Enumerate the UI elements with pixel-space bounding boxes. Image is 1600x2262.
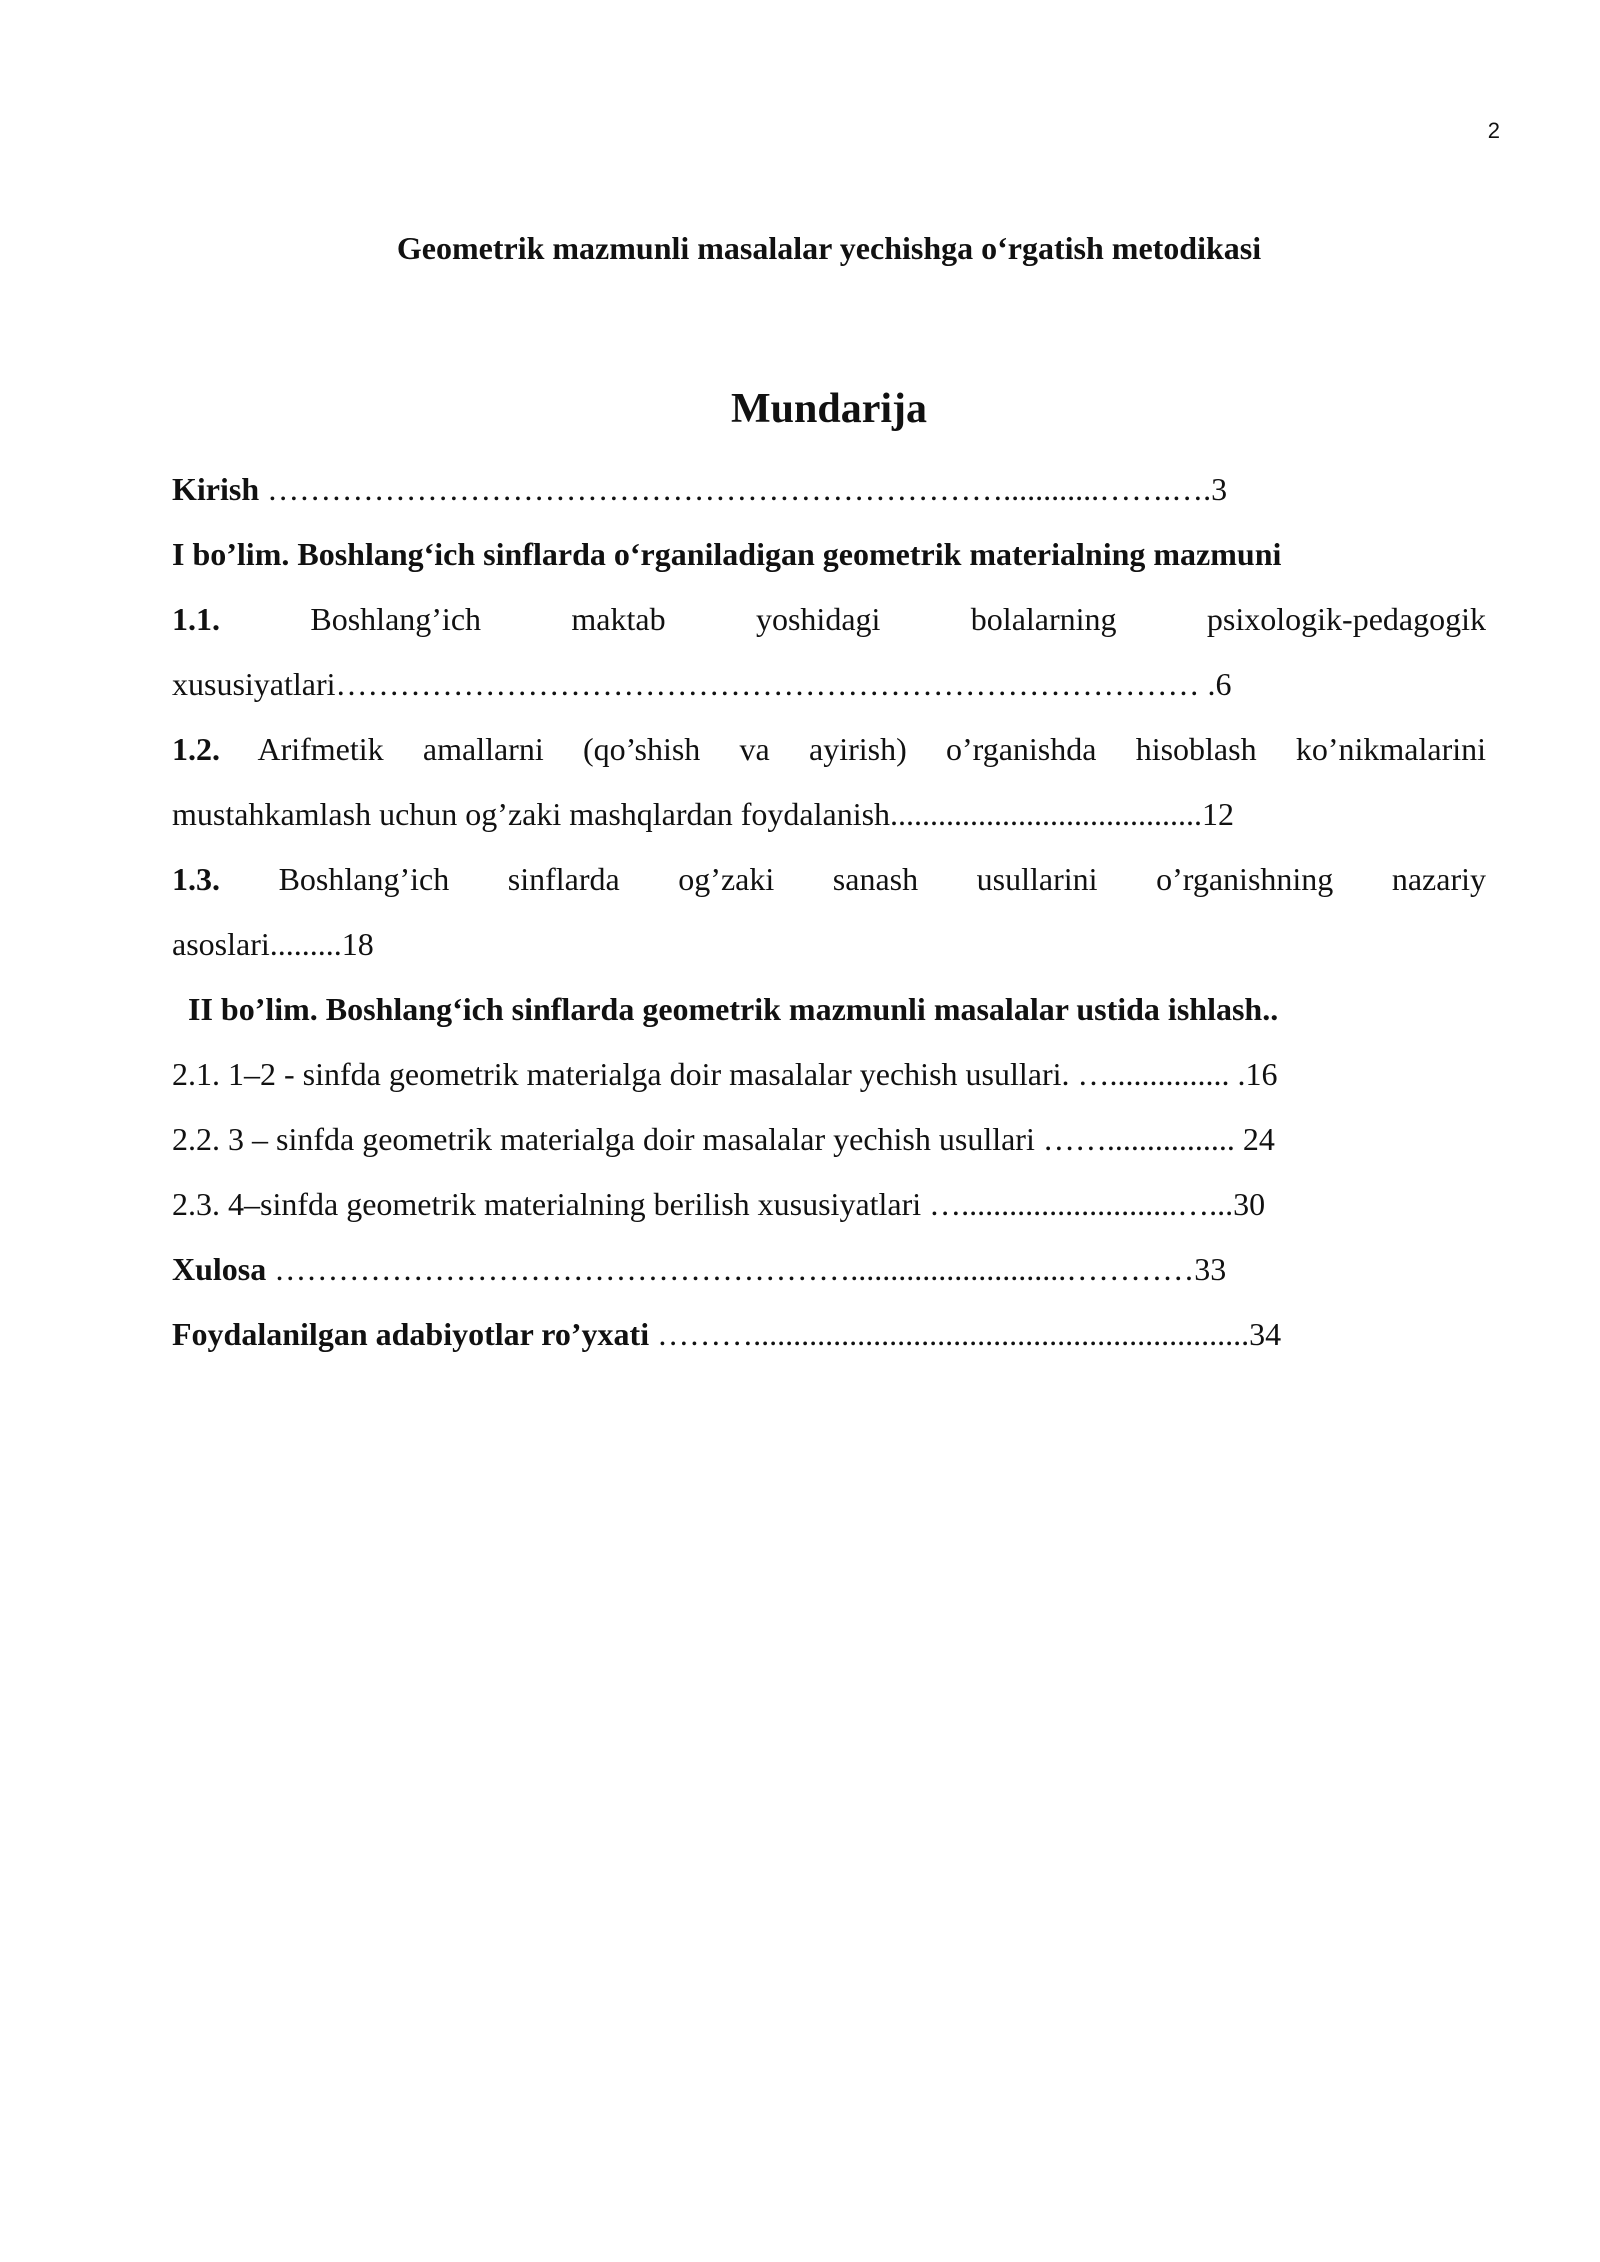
table-of-contents — [172, 457, 1486, 1367]
toc-part-2: II bo’lim. Boshlang‘ich sinflarda geometrik mazmunli masalalar ustida ishlash.. — [188, 991, 1279, 1027]
toc-entry-1-2 — [172, 717, 1486, 782]
toc-entry-leader: ………………………………………………...........................…………33 — [266, 1251, 1227, 1287]
toc-entry-text: Arifmetik amallarni (qo’shish va ayirish) o’rganishda hisoblash ko’nikmalarini — [220, 731, 1486, 767]
toc-entry-1-1 — [172, 587, 1486, 652]
toc-entry-1-1-continuation: xususiyatlari……………………………………………………………………… .6 — [172, 666, 1232, 702]
toc-entry-leader: ……………………………………………………………............…….….3 — [259, 471, 1228, 507]
toc-entry-number: 1.1. — [172, 601, 220, 637]
toc-entry-kirish — [172, 457, 1486, 522]
toc-entry-number: 1.3. — [172, 861, 220, 897]
toc-entry-xulosa — [172, 1237, 1486, 1302]
toc-entry-1-2-continuation: mustahkamlash uchun og’zaki mashqlardan foydalanish.......................................12 — [172, 796, 1235, 832]
toc-entry-text: Boshlang’ich sinflarda og’zaki sanash usullarini o’rganishning nazariy — [220, 861, 1486, 897]
toc-entry-label: Kirish — [172, 471, 260, 507]
toc-entry-number: 1.2. — [172, 731, 220, 767]
toc-entry-2-1: 2.1. 1–2 - sinfda geometrik materialga doir masalalar yechish usullari. …............... .16 — [172, 1056, 1278, 1092]
toc-entry-label: Xulosa — [172, 1251, 267, 1287]
document-title: Geometrik mazmunli masalalar yechishga o‘rgatish metodikasi — [396, 230, 1262, 266]
page-number: 2 — [1487, 118, 1500, 143]
toc-entry-2-2: 2.2. 3 – sinfda geometrik materialga doir masalalar yechish usullari ……................ 24 — [172, 1121, 1275, 1157]
toc-entry-1-3-continuation: asoslari.........18 — [172, 926, 374, 962]
toc-entry-1-3 — [172, 847, 1486, 912]
toc-entry-label: Foydalanilgan adabiyotlar ro’yxati — [172, 1316, 650, 1352]
toc-entry-adabiyot — [172, 1302, 1486, 1367]
toc-entry-leader: ………..............................................................34 — [649, 1316, 1282, 1352]
toc-part-1: I bo’lim. Boshlang‘ich sinflarda o‘rganiladigan geometrik materialning mazmuni — [172, 536, 1282, 572]
toc-entry-2-3: 2.3. 4–sinfda geometrik materialning berilish xususiyatlari …...........................…...30 — [172, 1186, 1266, 1222]
toc-entry-text: Boshlang’ich maktab yoshidagi bolalarning psixologik-pedagogik — [220, 601, 1486, 637]
toc-heading: Mundarija — [730, 386, 927, 432]
